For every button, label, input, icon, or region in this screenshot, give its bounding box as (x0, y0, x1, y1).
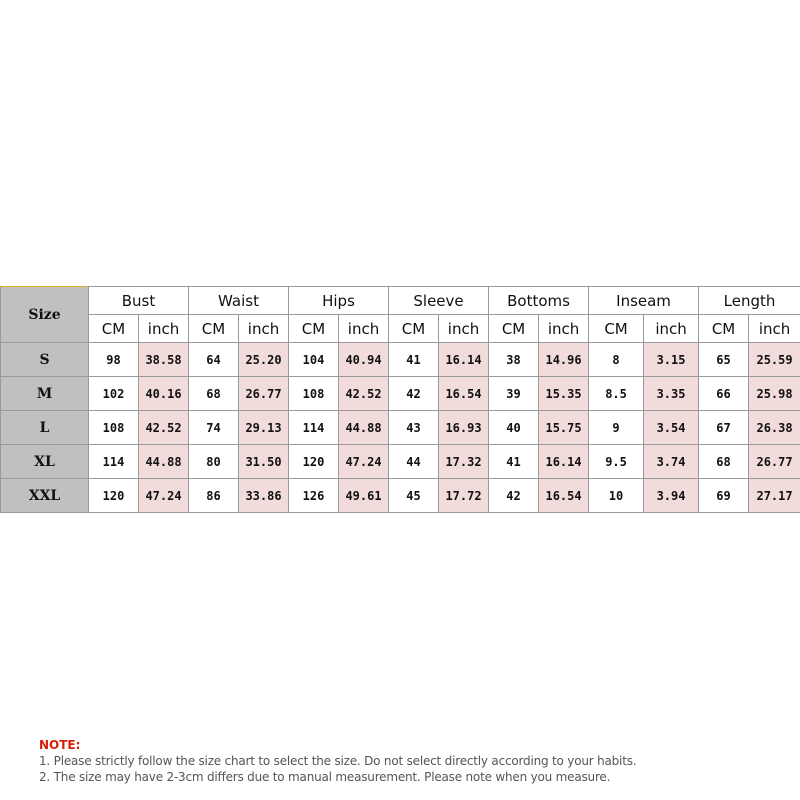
header-bottoms: Bottoms (489, 287, 589, 315)
cm-value-cell: 108 (89, 411, 139, 445)
size-label-cell: L (1, 411, 89, 445)
cm-value-cell: 86 (189, 479, 239, 513)
unit-header-inch: inch (749, 315, 800, 343)
unit-header-inch: inch (239, 315, 289, 343)
size-label-cell: M (1, 377, 89, 411)
table-row (1, 343, 800, 377)
cm-value-cell: 66 (699, 377, 749, 411)
inch-value-cell: 40.94 (339, 343, 389, 377)
size-label-cell: S (1, 343, 89, 377)
cm-value-cell: 44 (389, 445, 439, 479)
inch-value-cell: 47.24 (139, 479, 189, 513)
cm-value-cell: 65 (699, 343, 749, 377)
cm-value-cell: 45 (389, 479, 439, 513)
inch-value-cell: 26.77 (239, 377, 289, 411)
inch-value-cell: 33.86 (239, 479, 289, 513)
inch-value-cell: 3.35 (644, 377, 699, 411)
inch-value-cell: 42.52 (139, 411, 189, 445)
unit-header-inch: inch (539, 315, 589, 343)
cm-value-cell: 69 (699, 479, 749, 513)
table-row (1, 445, 800, 479)
inch-value-cell: 14.96 (539, 343, 589, 377)
inch-value-cell: 29.13 (239, 411, 289, 445)
inch-value-cell: 3.54 (644, 411, 699, 445)
cm-value-cell: 68 (699, 445, 749, 479)
table-row (1, 411, 800, 445)
cm-value-cell: 68 (189, 377, 239, 411)
group-header-row (1, 287, 800, 315)
cm-value-cell: 120 (89, 479, 139, 513)
inch-value-cell: 26.77 (749, 445, 800, 479)
cm-value-cell: 67 (699, 411, 749, 445)
note-title: NOTE: (39, 738, 81, 752)
table-row (1, 377, 800, 411)
header-sleeve: Sleeve (389, 287, 489, 315)
inch-value-cell: 17.32 (439, 445, 489, 479)
header-length: Length (699, 287, 800, 315)
inch-value-cell: 25.98 (749, 377, 800, 411)
header-inseam: Inseam (589, 287, 699, 315)
unit-header-inch: inch (139, 315, 189, 343)
cm-value-cell: 42 (489, 479, 539, 513)
inch-value-cell: 3.74 (644, 445, 699, 479)
inch-value-cell: 31.50 (239, 445, 289, 479)
inch-value-cell: 16.14 (439, 343, 489, 377)
inch-value-cell: 25.20 (239, 343, 289, 377)
table-row (1, 479, 800, 513)
inch-value-cell: 3.15 (644, 343, 699, 377)
inch-value-cell: 25.59 (749, 343, 800, 377)
inch-value-cell: 38.58 (139, 343, 189, 377)
cm-value-cell: 43 (389, 411, 439, 445)
inch-value-cell: 40.16 (139, 377, 189, 411)
note-line: 2. The size may have 2-3cm differs due to manual measurement. Please note when you measure. (39, 770, 611, 784)
cm-value-cell: 114 (89, 445, 139, 479)
inch-value-cell: 16.54 (439, 377, 489, 411)
size-label-cell: XXL (1, 479, 89, 513)
size-rows (1, 343, 800, 513)
cm-value-cell: 42 (389, 377, 439, 411)
unit-header-cm: CM (489, 315, 539, 343)
inch-value-cell: 27.17 (749, 479, 800, 513)
unit-header-cm: CM (589, 315, 644, 343)
inch-value-cell: 16.93 (439, 411, 489, 445)
header-hips: Hips (289, 287, 389, 315)
unit-header-cm: CM (699, 315, 749, 343)
notes-section (39, 737, 779, 785)
inch-value-cell: 26.38 (749, 411, 800, 445)
header-bust: Bust (89, 287, 189, 315)
unit-header-cm: CM (289, 315, 339, 343)
cm-value-cell: 39 (489, 377, 539, 411)
unit-header-cm: CM (389, 315, 439, 343)
inch-value-cell: 3.94 (644, 479, 699, 513)
inch-value-cell: 44.88 (339, 411, 389, 445)
unit-header-row (1, 315, 800, 343)
cm-value-cell: 8.5 (589, 377, 644, 411)
cm-value-cell: 114 (289, 411, 339, 445)
inch-value-cell: 47.24 (339, 445, 389, 479)
header-waist: Waist (189, 287, 289, 315)
inch-value-cell: 15.35 (539, 377, 589, 411)
cm-value-cell: 120 (289, 445, 339, 479)
size-chart-table (0, 286, 800, 513)
cm-value-cell: 41 (489, 445, 539, 479)
cm-value-cell: 40 (489, 411, 539, 445)
cm-value-cell: 126 (289, 479, 339, 513)
cm-value-cell: 102 (89, 377, 139, 411)
size-label-cell: XL (1, 445, 89, 479)
cm-value-cell: 108 (289, 377, 339, 411)
inch-value-cell: 42.52 (339, 377, 389, 411)
inch-value-cell: 15.75 (539, 411, 589, 445)
unit-header-inch: inch (339, 315, 389, 343)
unit-header-inch: inch (439, 315, 489, 343)
inch-value-cell: 16.14 (539, 445, 589, 479)
cm-value-cell: 104 (289, 343, 339, 377)
size-column-header: Size (1, 287, 89, 343)
note-line: 1. Please strictly follow the size chart to select the size. Do not select directly according to your habits. (39, 754, 637, 768)
cm-value-cell: 9 (589, 411, 644, 445)
cm-value-cell: 98 (89, 343, 139, 377)
cm-value-cell: 10 (589, 479, 644, 513)
unit-header-cm: CM (89, 315, 139, 343)
cm-value-cell: 8 (589, 343, 644, 377)
inch-value-cell: 17.72 (439, 479, 489, 513)
cm-value-cell: 80 (189, 445, 239, 479)
unit-header-inch: inch (644, 315, 699, 343)
cm-value-cell: 41 (389, 343, 439, 377)
cm-value-cell: 74 (189, 411, 239, 445)
cm-value-cell: 64 (189, 343, 239, 377)
inch-value-cell: 44.88 (139, 445, 189, 479)
unit-header-cm: CM (189, 315, 239, 343)
inch-value-cell: 49.61 (339, 479, 389, 513)
cm-value-cell: 38 (489, 343, 539, 377)
cm-value-cell: 9.5 (589, 445, 644, 479)
inch-value-cell: 16.54 (539, 479, 589, 513)
